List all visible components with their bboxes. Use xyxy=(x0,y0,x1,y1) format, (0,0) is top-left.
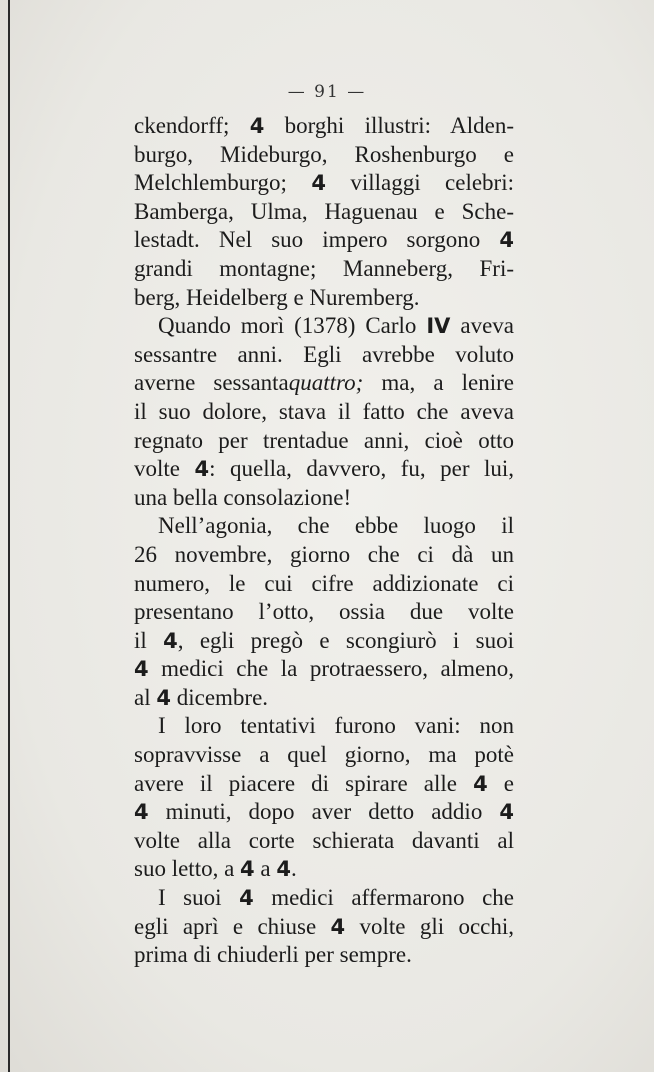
text-line xyxy=(134,855,514,884)
text-segment: medici affermarono che xyxy=(253,885,515,911)
text-line xyxy=(134,798,514,827)
numeral: 4 xyxy=(473,771,488,796)
text-segment: una bella consolazione! xyxy=(134,484,352,510)
text-segment: sessantre anni. Egli avrebbe voluto xyxy=(134,341,514,367)
text-segment: Quando morì (1378) Carlo xyxy=(158,313,427,339)
numeral: 4 xyxy=(249,114,265,138)
text-line xyxy=(134,484,514,513)
text-line xyxy=(134,941,514,970)
text-line xyxy=(134,741,514,770)
text-segment: ma, a lenire xyxy=(363,370,514,396)
page-number: — 91 — xyxy=(287,82,367,102)
text-line xyxy=(134,284,514,313)
numeral: 4 xyxy=(156,685,171,710)
numeral: 4 xyxy=(194,457,210,482)
text-segment: prima di chiuderli per sempre. xyxy=(134,942,412,968)
text-segment: berg, Heidelberg e Nuremberg. xyxy=(134,284,420,310)
text-segment: Melchlemburgo; xyxy=(134,170,312,196)
text-segment: dicembre. xyxy=(170,684,269,710)
text-line xyxy=(134,141,514,170)
italic-word: quattro; xyxy=(288,370,364,396)
text-segment: presentano l’otto, ossia due volte xyxy=(134,599,514,625)
text-segment: avere il piacere di spirare alle xyxy=(134,770,474,796)
numeral: 4 xyxy=(311,171,326,196)
text-line xyxy=(134,913,514,942)
text-line xyxy=(134,770,514,799)
text-segment: averne sessanta xyxy=(134,370,289,396)
text-segment: grandi montagne; Manneberg, Fri- xyxy=(134,255,514,281)
text-line xyxy=(134,369,514,398)
text-segment: e xyxy=(487,770,514,796)
text-line xyxy=(134,598,514,627)
text-line xyxy=(134,169,514,198)
text-segment: regnato per trentadue anni, cioè otto xyxy=(134,427,514,453)
text-segment: 26 novembre, giorno che ci dà un xyxy=(134,541,514,567)
text-line xyxy=(134,398,514,427)
numeral: 4 xyxy=(134,800,149,825)
text-segment: medici che la protraessero, almeno, xyxy=(148,656,514,682)
text-line xyxy=(134,884,514,913)
page-binding-edge xyxy=(8,0,10,1072)
text-line xyxy=(134,627,514,656)
text-segment: volte gli occhi, xyxy=(345,913,514,939)
numeral: 4 xyxy=(134,657,149,682)
text-segment: . xyxy=(291,856,297,882)
text-segment: a xyxy=(254,856,277,882)
text-line xyxy=(134,512,514,541)
text-line xyxy=(134,198,514,227)
text-segment: aveva xyxy=(450,313,514,339)
text-segment: I suoi xyxy=(158,885,240,911)
text-segment: suo letto, a xyxy=(134,856,241,882)
text-segment: burgo, Mideburgo, Roshenburgo e xyxy=(134,141,514,167)
text-segment: il suo dolore, stava il fatto che aveva xyxy=(134,398,514,424)
text-line xyxy=(134,226,514,255)
numeral: 4 xyxy=(276,857,292,882)
text-line xyxy=(134,541,514,570)
text-segment: il xyxy=(134,627,164,653)
text-line xyxy=(134,112,514,141)
text-segment: borghi illustri: Alden- xyxy=(264,113,514,138)
numeral: 4 xyxy=(163,628,178,653)
text-line xyxy=(134,827,514,856)
text-segment: volte xyxy=(134,456,195,482)
numeral: 4 xyxy=(499,228,514,253)
numeral: 4 xyxy=(330,914,346,939)
text-line xyxy=(134,684,514,713)
text-segment: volte alla corte schierata davanti al xyxy=(134,827,514,853)
text-line xyxy=(134,455,514,484)
text-segment: Nell’agonia, che ebbe luogo il xyxy=(158,513,514,539)
text-segment: lestadt. Nel suo impero sorgono xyxy=(134,227,500,253)
text-line xyxy=(134,312,514,341)
numeral: 4 xyxy=(240,857,255,882)
text-segment: , egli pregò e scongiurò i suoi xyxy=(177,627,514,653)
text-line xyxy=(134,427,514,456)
text-line xyxy=(134,341,514,370)
text-segment: al xyxy=(134,684,157,710)
text-segment: minuti, dopo aver detto addio xyxy=(148,799,500,825)
text-line xyxy=(134,255,514,284)
text-segment: sopravvisse a quel giorno, ma potè xyxy=(134,742,514,768)
numeral: 4 xyxy=(499,800,514,825)
text-line xyxy=(134,655,514,684)
body-text xyxy=(134,112,514,970)
text-line xyxy=(134,712,514,741)
numeral: 4 xyxy=(239,886,254,911)
text-segment: Bamberga, Ulma, Haguenau e Sche- xyxy=(134,198,514,224)
text-segment: : quella, davvero, fu, per lui, xyxy=(209,456,514,482)
text-segment: villaggi celebri: xyxy=(325,170,514,196)
text-segment: egli aprì e chiuse xyxy=(134,913,331,939)
text-segment: numero, le cui cifre addizionate ci xyxy=(134,570,514,596)
numeral: IV xyxy=(426,314,451,339)
text-segment: I loro tentativi furono vani: non xyxy=(158,713,514,739)
text-line xyxy=(134,570,514,599)
text-segment: ckendorff; xyxy=(134,113,250,138)
